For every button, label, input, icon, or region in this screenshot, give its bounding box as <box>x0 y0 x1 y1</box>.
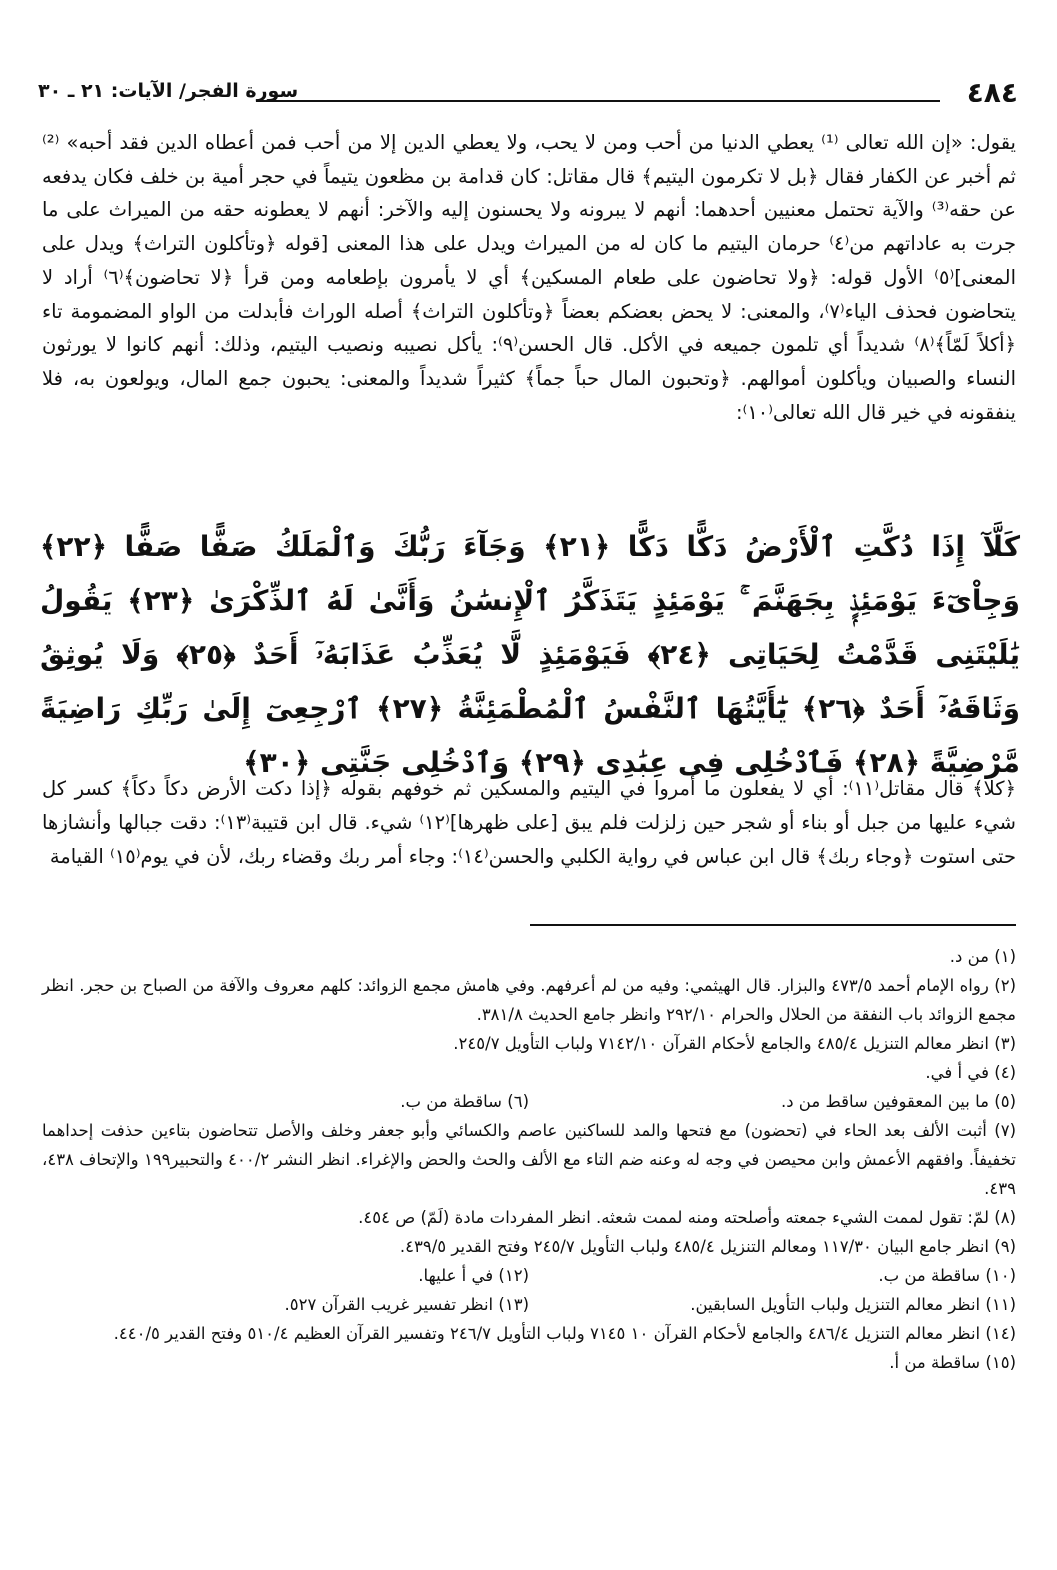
footnote-10: (١٠) ساقطة من ب. <box>878 1266 1016 1285</box>
footnote-rule <box>530 924 1016 926</box>
footnote-row-5-6 <box>42 1087 1016 1116</box>
footnote-6: (٦) ساقطة من ب. <box>400 1092 529 1111</box>
page-number: ٤٨٤ <box>966 76 1018 109</box>
footnote-3: (٣) انظر معالم التنزيل ٤٨٥/٤ والجامع لأحكام القرآن ٧١٤٢/١٠ ولباب التأويل ٢٤٥/٧. <box>453 1034 1016 1053</box>
footnote-12: (١٢) في أ عليها. <box>418 1266 529 1285</box>
footnote-5: (٥) ما بين المعقوفين ساقط من د. <box>780 1092 1016 1111</box>
footnote-13: (١٣) انظر تفسير غريب القرآن ٥٢٧. <box>284 1295 529 1314</box>
commentary-paragraph: ﴿كلا﴾ قال مقاتل⁽١١⁾: أي لا يفعلون ما أمروا في اليتيم والمسكين ثم خوفهم بقوله ﴿إذا دكت الأرض دكاً دكاً﴾ كسر كل شيء عليها من جبل أو بناء أو شجر حين زلزلت فلم يبق [على ظهرها]⁽١٢⁾ شيء. قال ابن قتيبة⁽١٣⁾: دقت جبالها وأنشازها حتى استوت ﴿وجاء ربك﴾ قال ابن عباس في رواية الكلبي والحسن⁽١٤⁾: وجاء أمر ربك وقضاء ربك، لأن في يوم⁽١٥⁾ القيامة <box>42 777 1016 868</box>
quran-verses <box>40 520 1020 790</box>
footnote-14: (١٤) انظر معالم التنزيل ٤٨٦/٤ والجامع لأحكام القرآن ١٠ ٧١٤٥ ولباب التأويل ٢٤٦/٧ وتفسير القرآن العظيم ٥١٠/٤ وفتح القدير ٤٤٠/٥. <box>113 1324 1016 1343</box>
footnote-7: (٧) أثبت الألف بعد الحاء في (تحضون) مع فتحها والمد للساكنين عاصم والكسائي وأبو جعفر وخلف والأصل تتحاضون بتاءين حذفت إحداهما تخفيفاً. وافقهم الأعمش وابن محيصن في وجه له وعنه ضم التاء مع الألف والحث والحض والإغراء. انظر النشر ٤٠٠/٢ والتحبير١٩٩ والإتحاف ٤٣٨، ٤٣٩. <box>42 1121 1016 1198</box>
running-title: سورة الفجر/ الآيات: ٢١ ـ ٣٠ <box>38 80 299 102</box>
footnotes <box>42 942 1016 1377</box>
footnote-row-11-13 <box>42 1290 1016 1319</box>
verses-text: كَلَّآ إِذَا دُكَّتِ ٱلْأَرْضُ دَكًّا دَكًّا ﴿٢١﴾ وَجَآءَ رَبُّكَ وَٱلْمَلَكُ صَفًّا صَفًّا ﴿٢٢﴾ وَجِاْىٓءَ يَوْمَئِذٍۭ بِجَهَنَّمَ ۚ يَوْمَئِذٍ يَتَذَكَّرُ ٱلْإِنسَٰنُ وَأَنَّىٰ لَهُ ٱلذِّكْرَىٰ ﴿٢٣﴾ يَقُولُ يَٰلَيْتَنِى قَدَّمْتُ لِحَيَاتِى ﴿٢٤﴾ فَيَوْمَئِذٍ لَّا يُعَذِّبُ عَذَابَهُۥٓ أَحَدٌ ﴿٢٥﴾ وَلَا يُوثِقُ وَثَاقَهُۥٓ أَحَدٌ ﴿٢٦﴾ يَٰٓأَيَّتُهَا ٱلنَّفْسُ ٱلْمُطْمَئِنَّةُ ﴿٢٧﴾ ٱرْجِعِىٓ إِلَىٰ رَبِّكِ رَاضِيَةً مَّرْضِيَّةً ﴿٢٨﴾ فَٱدْخُلِى فِى عِبَٰدِى ﴿٢٩﴾ وَٱدْخُلِى جَنَّتِى ﴿٣٠﴾ <box>40 530 1021 779</box>
footnote-11: (١١) انظر معالم التنزيل ولباب التأويل السابقين. <box>690 1295 1016 1314</box>
footnote-row-10-12 <box>42 1261 1016 1290</box>
commentary-text <box>42 772 1016 874</box>
footnote-1: (١) من د. <box>949 947 1016 966</box>
main-text <box>42 126 1016 429</box>
footnote-15: (١٥) ساقطة من أ. <box>889 1353 1016 1372</box>
footnote-8: (٨) لمّ: تقول لممت الشيء جمعته وأصلحته ومنه لممت شعثه. انظر المفردات مادة (لَمّ) ص ٤٥٤. <box>358 1208 1016 1227</box>
footnote-2: (٢) رواه الإمام أحمد ٤٧٣/٥ والبزار. قال الهيثمي: وفيه من لم أعرفهم. وفي هامش مجمع الزوائد: كلهم معروف والآفة من الصباح بن حجر. انظر مجمع الزوائد باب النفقة من الحلال والحرام ٢٩٢/١٠ وانظر جامع الحديث ٣٨١/٨. <box>42 976 1016 1024</box>
footnote-9: (٩) انظر جامع البيان ١١٧/٣٠ ومعالم التنزيل ٤٨٥/٤ ولباب التأويل ٢٤٥/٧ وفتح القدير ٤٣٩/٥. <box>399 1237 1016 1256</box>
footnote-4: (٤) في أ في. <box>925 1063 1016 1082</box>
page-header <box>38 76 1018 116</box>
header-rule <box>256 100 940 102</box>
main-paragraph: يقول: «إن الله تعالى ⁽¹⁾ يعطي الدنيا من أحب ومن لا يحب، ولا يعطي الدين إلا من أحب فمن أعطاه الدين فقد أحبه» ⁽²⁾ ثم أخبر عن الكفار فقال ﴿بل لا تكرمون اليتيم﴾ قال مقاتل: كان قدامة بن مظعون يتيماً في حجر أمية بن خلف فكان يدفعه عن حقه⁽³⁾ والآية تحتمل معنيين أحدهما: أنهم لا يبرونه ولا يحسنون إليه والآخر: أنهم لا يعطونه حقه من الميراث على ما جرت به عاداتهم من⁽٤⁾ حرمان اليتيم ما كان له من الميراث ويدل على هذا المعنى [قوله ﴿وتأكلون التراث﴾ ويدل على المعنى]⁽٥⁾ الأول قوله: ﴿ولا تحاضون على طعام المسكين﴾ أي لا يأمرون بإطعامه ومن قرأ ﴿لا تحاضون﴾⁽٦⁾ أراد لا يتحاضون فحذف الياء⁽٧⁾، والمعنى: لا يحض بعضكم بعضاً ﴿وتأكلون التراث﴾ أصله الوراث فأبدلت من الواو المضمومة تاء ﴿أكلاً لَمّاً﴾⁽٨⁾ شديداً أي تلمون جميعه في الأكل. قال الحسن⁽٩⁾: يأكل نصيبه ونصيب اليتيم، وذلك: أنهم كانوا لا يورثون النساء والصبيان ويأكلون أموالهم. ﴿وتحبون المال حباً جماً﴾ كثيراً شديداً والمعنى: يحبون جمع المال، ويولعون به، فلا ينفقونه في خير قال الله تعالى⁽١٠⁾: <box>42 131 1017 424</box>
